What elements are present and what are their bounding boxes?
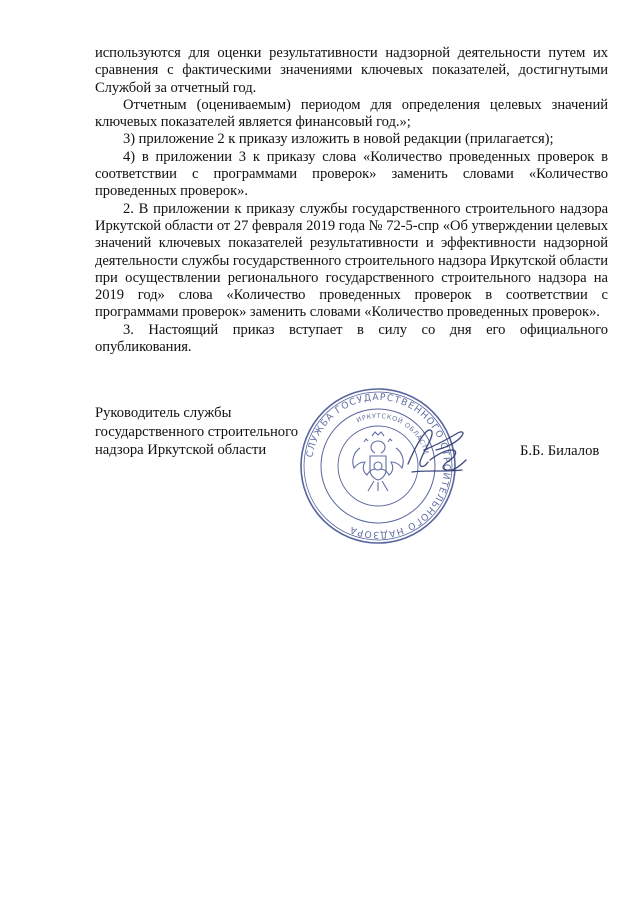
paragraph-item-4: 4) в приложении 3 к приказу слова «Количество проведенных проверок в соответствии с программами проверок» заменить словами «Количество проведенных проверок».	[95, 148, 608, 200]
seal-outer-text: СЛУЖБА ГОСУДАРСТВЕННОГО СТРОИТЕЛЬНОГО НАДЗОРА	[304, 391, 453, 541]
paragraph-section-3: 3. Настоящий приказ вступает в силу со дня его официального опубликования.	[95, 321, 608, 356]
coat-of-arms-emblem	[353, 432, 403, 491]
signatory-position-line: надзора Иркутской области	[95, 442, 267, 458]
signatory-position-line: Руководитель службы	[95, 405, 232, 421]
document-body	[95, 45, 608, 356]
signatory-name: Б.Б. Билалов	[520, 443, 600, 459]
signatory-position	[95, 404, 298, 460]
paragraph-item-3: 3) приложение 2 к приказу изложить в новой редакции (прилагается);	[123, 131, 554, 148]
handwritten-signature	[400, 420, 472, 480]
paragraph-section-2: 2. В приложении к приказу службы государственного строительного надзора Иркутской области от 27 февраля 2019 года № 72-5-спр «Об утверждении целевых значений ключевых показателей результативности и эффективности надзорной деятельности службы государственного строительного надзора Иркутской области при осуществлении регионального государственного строительного надзора на 2019 год» слова «Количество проведенных проверок в соответствии с программами проверок» заменить словами «Количество проведенных проверок».	[95, 200, 608, 321]
paragraph-reporting-period: Отчетным (оцениваемым) периодом для определения целевых значений ключевых показателей является финансовый год.»;	[95, 96, 608, 131]
seal-inner-text: ИРКУТСКОЙ ОБЛАСТИ	[355, 411, 431, 456]
paragraph-continuation: используются для оценки результативности надзорной деятельности путем их сравнения с фактическими значениями ключевых показателей, достигнутыми Службой за отчетный год.	[95, 45, 608, 96]
signatory-position-line: государственного строительного	[95, 423, 299, 440]
